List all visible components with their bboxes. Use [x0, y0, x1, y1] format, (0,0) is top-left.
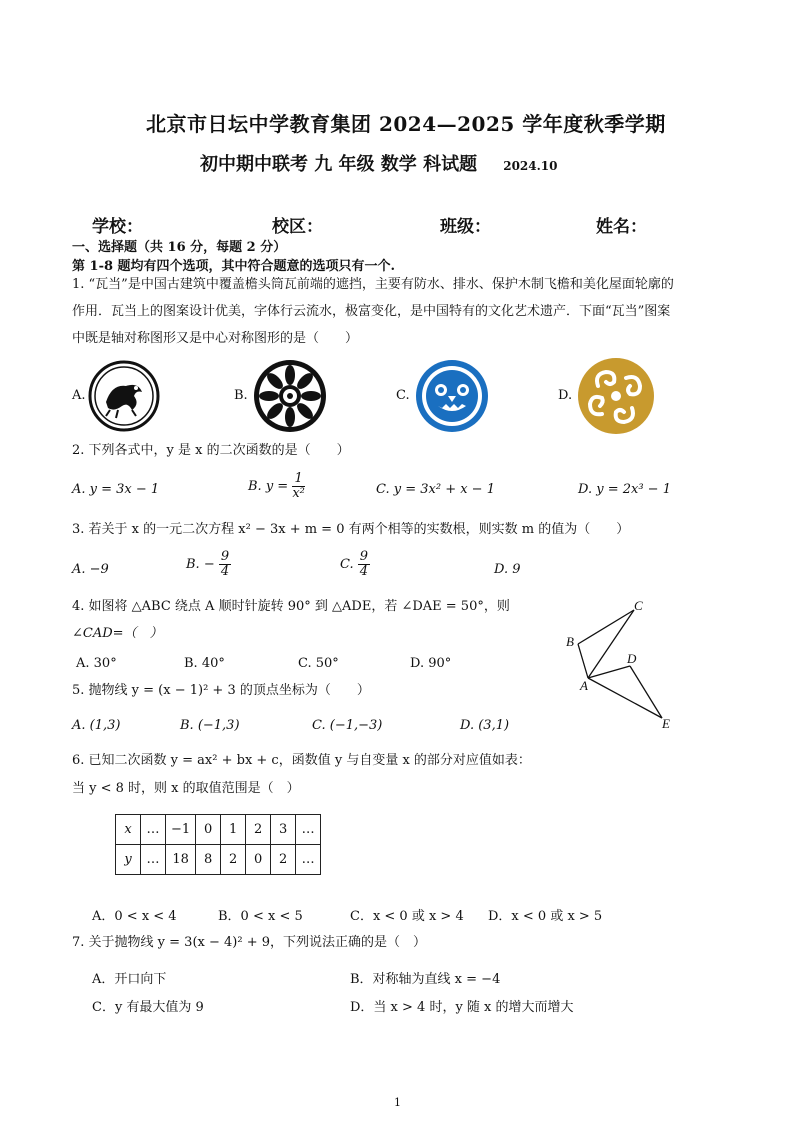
lotus-tile-image [252, 358, 328, 434]
page-number: 1 [394, 1096, 401, 1109]
q3-b-denominator: 4 [220, 564, 230, 579]
segment-ae [588, 678, 662, 718]
table-cell: 8 [196, 845, 221, 875]
section-instruction: 第 1-8 题均有四个选项，其中符合题意的选项只有一个. [72, 259, 396, 274]
q1-option-d-label: D. [558, 388, 573, 403]
tiger-tile-image [88, 360, 160, 432]
q3-option-c-fraction [358, 550, 370, 579]
table-cell: 18 [166, 845, 196, 875]
q2-option-a: A. y = 3x − 1 [72, 482, 160, 497]
q1-option-b-label: B. [234, 388, 248, 403]
table-cell: 2 [221, 845, 246, 875]
q1-option-a-label: A. [72, 388, 86, 403]
q3-option-c-prefix: C. [340, 557, 354, 572]
table-cell: 0 [196, 815, 221, 845]
table-cell: −1 [166, 815, 196, 845]
q3-option-a: A. −9 [72, 562, 109, 577]
q3-stem: 3. 若关于 x 的一元二次方程 x² − 3x + m = 0 有两个相等的实数根，则实数 m 的值为（ ） [72, 522, 630, 537]
rotation-triangle-figure [560, 596, 690, 736]
q6-option-b: B．0 < x < 5 [218, 909, 303, 924]
q1-line3: 中既是轴对称图形又是中心对称图形的是（ ） [72, 331, 359, 346]
q6-option-c: C．x < 0 或 x > 4 [350, 909, 464, 924]
q2-option-d: D. y = 2x³ − 1 [578, 482, 671, 497]
table-cell: y [116, 845, 141, 875]
table-cell: 2 [271, 845, 296, 875]
q3-option-d: D. 9 [494, 562, 521, 577]
table-cell: … [296, 845, 321, 875]
exam-title: 北京市日坛中学教育集团 2024—2025 学年度秋季学期 [146, 112, 666, 136]
q1-option-c-label: C. [396, 388, 410, 403]
q4-option-c: C. 50° [298, 656, 339, 671]
q7-option-d: D．当 x > 4 时，y 随 x 的增大而增大 [350, 1000, 574, 1015]
q5-stem: 5. 抛物线 y = (x − 1)² + 3 的顶点坐标为（ ） [72, 683, 370, 698]
q3-c-numerator: 9 [359, 549, 369, 564]
section-heading: 一、选择题（共 16 分，每题 2 分） [72, 240, 287, 255]
segment-ab [578, 644, 588, 678]
q2-frac-denominator: x² [292, 486, 305, 501]
segment-bc [578, 610, 634, 644]
q7-option-c: C．y 有最大值为 9 [92, 1000, 204, 1015]
q2-stem: 2. 下列各式中，y 是 x 的二次函数的是（ ） [72, 443, 350, 458]
q3-option-b-prefix: B. − [186, 557, 215, 572]
label-d: D [627, 651, 637, 666]
q7-option-a: A．开口向下 [92, 972, 167, 987]
field-school: 学校： [92, 217, 143, 237]
q2-option-b-fraction [292, 472, 305, 501]
table-cell: … [141, 815, 166, 845]
q6-option-d: D．x < 0 或 x > 5 [488, 909, 603, 924]
q7-option-b: B．对称轴为直线 x = −4 [350, 972, 501, 987]
q4-option-b: B. 40° [184, 656, 225, 671]
q7-stem: 7. 关于抛物线 y = 3(x − 4)² + 9，下列说法正确的是（ ） [72, 935, 426, 950]
q3-option-c [340, 550, 370, 579]
label-b: B [566, 634, 574, 649]
label-a: A [580, 678, 588, 693]
table-cell: 3 [271, 815, 296, 845]
q1-line1: 1. “瓦当”是中国古建筑中覆盖檐头筒瓦前端的遮挡，主要有防水、排水、保护木制飞檐和美化屋面轮廓的 [72, 277, 674, 292]
field-class: 班级： [440, 217, 491, 237]
q6-option-a: A．0 < x < 4 [92, 909, 177, 924]
q3-option-b-fraction [219, 550, 231, 579]
table-cell: … [296, 815, 321, 845]
q5-option-a: A. (1,3) [72, 718, 121, 733]
field-campus: 校区： [272, 217, 323, 237]
cloud-tile-image [576, 356, 656, 436]
table-row [116, 815, 321, 845]
table-cell: 0 [246, 845, 271, 875]
exam-subtitle: 初中期中联考 九 年级 数学 科试题 [200, 154, 478, 175]
q2-option-c: C. y = 3x² + x − 1 [376, 482, 495, 497]
table-cell: x [116, 815, 141, 845]
q3-option-b [186, 550, 231, 579]
label-e: E [662, 716, 670, 731]
segment-ac [588, 610, 634, 678]
segment-de [630, 666, 662, 718]
q4-option-d: D. 90° [410, 656, 452, 671]
q3-c-denominator: 4 [359, 564, 369, 579]
beast-face-tile-image [414, 358, 490, 434]
q5-option-d: D. (3,1) [460, 718, 510, 733]
label-c: C [634, 598, 643, 613]
q4-line1: 4. 如图将 △ABC 绕点 A 顺时针旋转 90° 到 △ADE，若 ∠DAE = 50°，则 [72, 599, 510, 614]
q2-option-b [248, 472, 305, 501]
exam-date: 2024.10 [503, 159, 558, 173]
q6-line1: 6. 已知二次函数 y = ax² + bx + c，函数值 y 与自变量 x 的部分对应值如表： [72, 753, 531, 768]
table-cell: 2 [246, 815, 271, 845]
q6-line2: 当 y < 8 时，则 x 的取值范围是（ ） [72, 781, 300, 796]
q4-line2: ∠CAD=（ ） [72, 626, 163, 641]
q5-option-b: B. (−1,3) [180, 718, 240, 733]
q1-line2: 作用．瓦当上的图案设计优美，字体行云流水，极富变化，是中国特有的文化艺术遗产．下面“瓦当”图案 [72, 304, 671, 319]
value-table [115, 814, 321, 875]
table-row [116, 845, 321, 875]
q2-option-b-prefix: B. y = [248, 479, 289, 494]
exam-subtitle-row [200, 150, 558, 176]
q4-option-a: A. 30° [76, 656, 117, 671]
q2-frac-numerator: 1 [294, 471, 303, 486]
table-cell: 1 [221, 815, 246, 845]
q5-option-c: C. (−1,−3) [312, 718, 383, 733]
table-cell: … [141, 845, 166, 875]
q3-b-numerator: 9 [220, 549, 230, 564]
field-name: 姓名： [596, 217, 647, 237]
